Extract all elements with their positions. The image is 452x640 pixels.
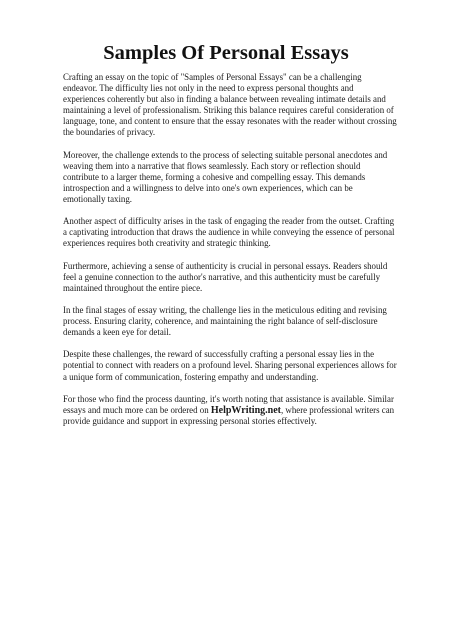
document-body bbox=[63, 72, 397, 427]
paragraph-4: Furthermore, achieving a sense of authenticity is crucial in personal essays. Readers should feel a genuine connection to the author's narrative, and this authenticity must be carefully maintained throughout the entire piece. bbox=[63, 260, 388, 293]
paragraph-7-after-link: , where professional writers can provide guidance and support in expressing personal stories effectively. bbox=[63, 404, 395, 426]
paragraph-1: Crafting an essay on the topic of "Samples of Personal Essays" can be a challenging endeavor. The difficulty lies not only in the need to express personal thoughts and experiences coherently but also in finding a balance between revealing intimate details and maintaining a level of professionalism. Striking this balance requires careful consideration of language, tone, and content to ensure that the essay resonates with the reader without crossing the boundaries of privacy. bbox=[63, 72, 397, 138]
paragraph-2: Moreover, the challenge extends to the process of selecting suitable personal anecdotes and weaving them into a narrative that flows seamlessly. Each story or reflection should contribute to a larger theme, forming a cohesive and compelling essay. This demands introspection and a willingness to delve into one's own experiences, which can be emotionally taxing. bbox=[63, 149, 388, 205]
paragraph-5: In the final stages of essay writing, the challenge lies in the meticulous editing and revising process. Ensuring clarity, coherence, and maintaining the right balance of self-disclosure demands a keen eye for detail. bbox=[63, 304, 387, 338]
paragraph-7 bbox=[63, 394, 397, 427]
paragraph-7-before-link: For those who find the process daunting, it's worth noting that assistance is available. Similar essays and much more can be ordered on bbox=[63, 393, 394, 415]
paragraph-6: Despite these challenges, the reward of successfully crafting a personal essay lies in the potential to connect with readers on a profound level. Sharing personal experiences allows for a unique form of communication, fostering empathy and understanding. bbox=[63, 349, 397, 382]
paragraph-3: Another aspect of difficulty arises in the task of engaging the reader from the outset. Crafting a captivating introduction that draws the audience in while conveying the essence of personal experiences requires both creativity and strategic thinking. bbox=[63, 216, 395, 249]
helpwriting-link[interactable]: HelpWriting.net bbox=[210, 404, 281, 416]
page-title: Samples Of Personal Essays bbox=[103, 42, 349, 64]
